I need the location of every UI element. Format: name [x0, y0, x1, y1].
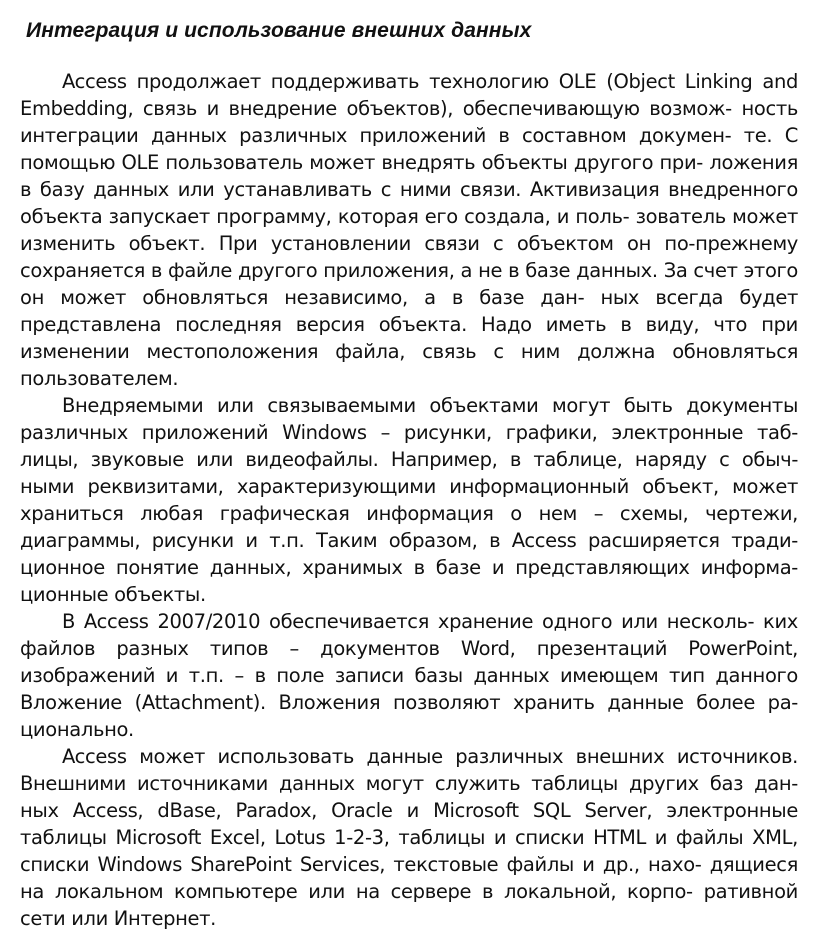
page-title: Интеграция и использование внешних данных: [26, 19, 532, 42]
paragraph-attachments: В Access 2007/2010 обеспечивается хранение одного или несколь- ких файлов разных типов – документов Word, презентаций PowerPoint, изображений и т.п. – в поле записи базы данных имеющем тип данного Вложение (Attachment). Вложения позволяют хранить данные более ра- ционально.: [20, 610, 798, 741]
paragraph-external-sources: Access может использовать данные различных внешних источников. Внешними источниками данных могут служить таблицы других баз дан- ных Access, dBase, Paradox, Oracle и Microsoft SQL Server, электронные таблицы Microsoft Excel, Lotus 1-2-3, таблицы и списки HTML и файлы XML, списки Windows SharePoint Services, текстовые файлы и др., нахо- дящиеся на локальном компьютере или на сервере в локальной, корпо- ративной сети или Интернет.: [20, 745, 798, 930]
paragraph-embedded-objects: Внедряемыми или связываемыми объектами могут быть документы различных приложений Windows – рисунки, графики, электронные таб- лицы, звуковые или видеофайлы. Например, в таблице, наряду с обыч- ными реквизитами, характеризующими информационный объект, может храниться любая графическая информация о нем – схемы, чертежи, диаграммы, рисунки и т.п. Таким образом, в Access расширяется тради- ционное понятие данных, хранимых в базе и представляющих информа- ционные объекты.: [20, 394, 798, 606]
paragraph-ole: Access продолжает поддерживать технологию OLE (Object Linking and Embedding, связь и внедрение объектов), обеспечивающую возмож- ность интеграции данных различных приложений в составном докумен- те. С помощью OLE пользователь может внедрять объекты другого при- ложения в базу данных или устанавливать с ними связи. Активизация внедренного объекта запускает программу, которая его создала, и поль- зователь может изменить объект. При установлении связи с объектом он по-прежнему сохраняется в файле другого приложения, а не в базе данных. За счет этого он может обновляться независимо, а в базе дан- ных всегда будет представлена последняя версия объекта. Надо иметь в виду, что при изменении местоположения файла, связь с ним должна обновляться пользователем.: [20, 70, 798, 390]
